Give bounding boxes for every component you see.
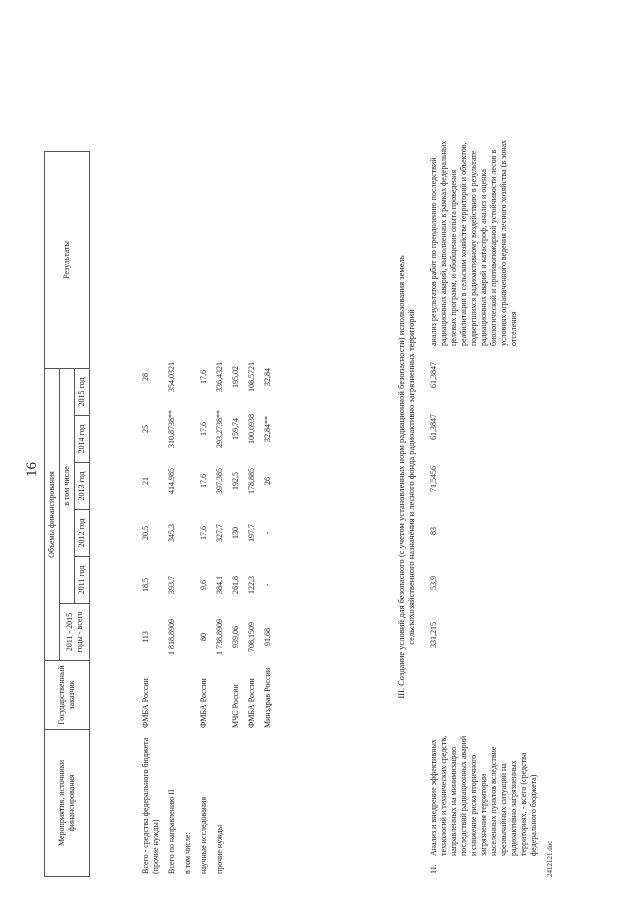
row-value: 108,5721 bbox=[247, 362, 256, 392]
row-value: 26 bbox=[263, 477, 272, 485]
item-value: 53,9 bbox=[429, 576, 438, 590]
row-value: 100,6938 bbox=[247, 414, 256, 444]
header-year: 2013 год bbox=[75, 463, 90, 510]
row-total: 1 818,8909 bbox=[167, 619, 176, 655]
table-row bbox=[426, 133, 542, 877]
row-value: 159,74 bbox=[231, 418, 240, 440]
row-value: 195,02 bbox=[231, 366, 240, 388]
row-value: 354,0321 bbox=[167, 362, 176, 392]
row-value: 192,5 bbox=[231, 472, 240, 490]
header-incl: в том числе bbox=[60, 369, 75, 604]
header-year: 2012 год bbox=[75, 510, 90, 557]
row-value: 17,6 bbox=[199, 526, 208, 540]
row-total: 939,06 bbox=[231, 626, 240, 648]
item-value: 61,3847 bbox=[429, 362, 438, 388]
row-value: 18,5 bbox=[141, 578, 150, 592]
header-volumes: Объемы финансирования bbox=[45, 369, 60, 661]
row-value: 28 bbox=[141, 373, 150, 381]
row-name: научные исследования bbox=[199, 796, 208, 874]
row-value: 178,885 bbox=[247, 468, 256, 494]
row-value: 393,7 bbox=[167, 576, 176, 594]
row-total: 708,1509 bbox=[247, 622, 256, 652]
row-total: 80 bbox=[199, 633, 208, 641]
row-value: 32,84 bbox=[263, 368, 272, 386]
row-value: 130 bbox=[231, 527, 240, 539]
header-year: 2015 год bbox=[75, 369, 90, 416]
row-total: 1 738,8909 bbox=[215, 619, 224, 655]
row-value: 25 bbox=[141, 425, 150, 433]
row-total: 91,68 bbox=[263, 628, 272, 646]
row-value: 327,7 bbox=[215, 524, 224, 542]
item-value: 83 bbox=[429, 527, 438, 535]
row-name: прочие нужды bbox=[215, 824, 224, 874]
row-value: 414,985 bbox=[167, 468, 176, 494]
header-total: 2011 - 2015 годы - всего bbox=[60, 604, 90, 661]
row-value: 122,3 bbox=[247, 576, 256, 594]
row-value: 9,6 bbox=[199, 580, 208, 590]
file-name: 2412121.doc bbox=[546, 840, 554, 877]
header-customer: Государственный заказчик bbox=[45, 661, 90, 730]
row-name: Всего - средства федерального бюджета (прочие нужды) bbox=[141, 737, 160, 874]
item-total: 331,215 bbox=[429, 622, 438, 648]
header-year: 2014 год bbox=[75, 416, 90, 463]
data-table bbox=[138, 351, 276, 877]
table-row bbox=[164, 351, 180, 877]
item-number: 11. bbox=[429, 864, 438, 874]
row-customer: Минздрав России bbox=[263, 667, 272, 728]
header-results: Результаты bbox=[45, 152, 90, 369]
row-value: - bbox=[263, 531, 272, 535]
item-result: анализ результатов работ по преодолению последствий радиационных аварий, выполненных в рамках федеральных целевых программ, и обобщение опыта проведения реабилитации в сельском хозяйстве территорий и объектов, подвергшихся радиоактивному воздействию в результате радиационных аварий и катастроф, анализ и оценка биологической и противопожарной устойчивости лесов в условиях ограниченного ведения лесного хозяйства (в зонах отселения bbox=[429, 139, 518, 346]
row-customer: ФМБА России bbox=[199, 678, 208, 728]
row-value: 345,3 bbox=[167, 524, 176, 542]
table-row bbox=[196, 351, 212, 877]
table-row bbox=[228, 351, 244, 877]
row-value: 197,7 bbox=[247, 524, 256, 542]
row-customer: ФМБА России bbox=[247, 678, 256, 728]
row-value: 17,6 bbox=[199, 474, 208, 488]
section-title: III. Создание условий для безопасного (с учетом установленных норм радиационной безопасности) использования земель сельскохозяйственного назначения и лесного фонда радиоактивно загрязненных территорий bbox=[396, 255, 416, 699]
row-customer: ФМБА России bbox=[141, 678, 150, 728]
row-value: 32,84** bbox=[263, 416, 272, 442]
item-name: Анализ и внедрение эффективных технологий и технических средств, направленных на минимизацию последствий радиационных аварий и снижение риска вторичного загрязнения территории населенных пунктов вследствие чрезвычайных ситуаций на радиоактивно загрязненных территориях, - всего (средства федерального бюджета) bbox=[429, 735, 538, 856]
page-number: 16 bbox=[24, 462, 40, 477]
row-value: 17,6 bbox=[199, 422, 208, 436]
table-row bbox=[244, 351, 260, 877]
row-value: 310,8738** bbox=[167, 410, 176, 448]
row-total: 113 bbox=[141, 631, 150, 643]
row-value: 20,5 bbox=[141, 526, 150, 540]
table-row bbox=[212, 351, 228, 877]
table-row bbox=[180, 351, 196, 877]
rotated-page bbox=[18, 27, 558, 887]
row-value: 17,6 bbox=[199, 370, 208, 384]
row-value: - bbox=[263, 583, 272, 587]
table-row bbox=[260, 351, 276, 877]
item-table bbox=[426, 133, 542, 877]
table-row bbox=[138, 351, 164, 877]
header-table bbox=[44, 151, 90, 877]
row-value: 293,2738** bbox=[215, 410, 224, 448]
row-name: в том числе: bbox=[183, 832, 192, 874]
row-value: 336,4321 bbox=[215, 362, 224, 392]
row-value: 397,385 bbox=[215, 468, 224, 494]
row-customer: МЧС России bbox=[231, 684, 240, 728]
item-value: 71,5456 bbox=[429, 466, 438, 492]
row-customer bbox=[164, 663, 180, 731]
row-value: 21 bbox=[141, 477, 150, 485]
row-name: Всего по направлению II bbox=[167, 789, 176, 874]
row-value: 261,8 bbox=[231, 576, 240, 594]
header-measures: Мероприятия, источники финансирования bbox=[45, 730, 90, 877]
row-value: 384,1 bbox=[215, 576, 224, 594]
header-year: 2011 год bbox=[75, 557, 90, 604]
item-value: 61,3847 bbox=[429, 414, 438, 440]
